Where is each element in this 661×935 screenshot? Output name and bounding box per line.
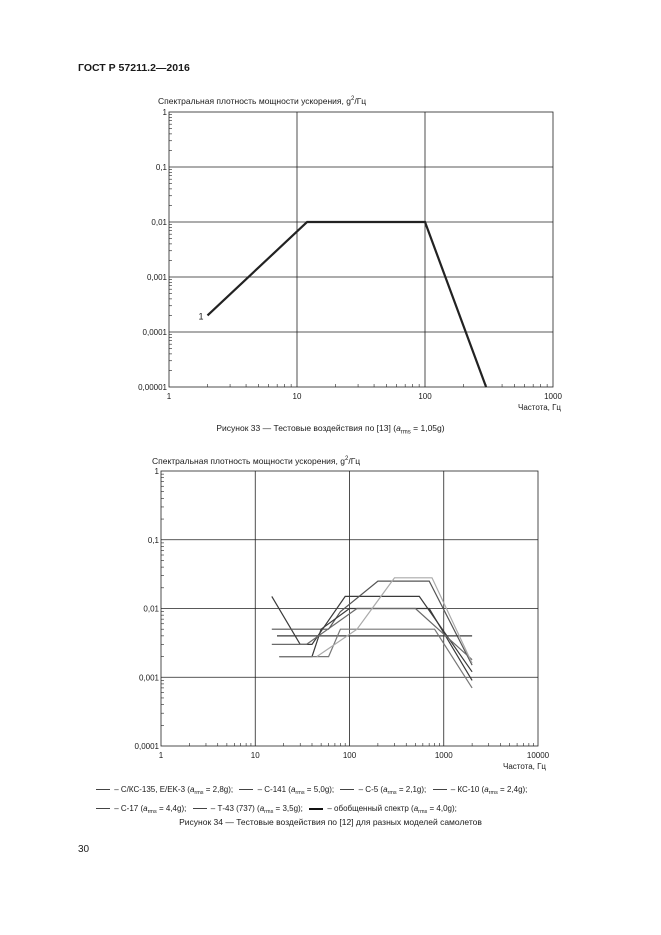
y-tick-label: 0,001 [138, 673, 159, 683]
x-tick-label: 1000 [544, 392, 562, 401]
y-tick-label: 0,1 [147, 535, 159, 545]
fig33-caption-prefix: Рисунок 33 — Тестовые воздействия по [13] ( [216, 423, 397, 433]
legend-swatch [433, 789, 447, 790]
legend-swatch [96, 789, 110, 790]
y-tick-label: 0,0001 [142, 328, 167, 337]
legend-rms: rms [387, 790, 397, 796]
legend-label: – КС-10 ( [448, 785, 485, 794]
x-tick-label: 10 [250, 751, 260, 760]
legend-entry [96, 804, 186, 813]
legend-label: – С-17 ( [112, 804, 144, 813]
fig33-ylabel-text: Спектральная плотность мощности ускорения, g [158, 96, 351, 106]
series-line-6 [279, 629, 472, 688]
x-tick-label: 1000 [434, 751, 453, 760]
fig34-caption: Рисунок 34 — Тестовые воздействия по [12] для разных моделей самолетов [179, 817, 482, 827]
legend-swatch [239, 789, 253, 790]
y-tick-label: 0,0001 [134, 742, 159, 751]
page-header: ГОСТ Р 57211.2—2016 [78, 62, 190, 74]
legend-swatch [96, 808, 110, 809]
legend-value: = 5,0g); [304, 785, 335, 794]
legend-a: a [259, 804, 265, 813]
x-tick-label: 10 [292, 392, 302, 401]
fig34-legend [96, 782, 616, 820]
legend-rms: rms [418, 809, 428, 815]
plot-frame [169, 112, 553, 387]
series-line-7 [317, 578, 472, 663]
x-axis-label: Частота, Гц [517, 403, 561, 412]
plot-frame [161, 471, 538, 746]
y-tick-label: 1 [154, 467, 159, 476]
x-tick-label: 10000 [526, 751, 550, 760]
legend-label: – С-141 ( [255, 785, 291, 794]
fig33-caption-suffix: = 1,05g) [410, 423, 445, 433]
y-tick-label: 0,00001 [138, 383, 167, 392]
legend-entry [433, 785, 528, 794]
legend-label: – Т-43 (737) ( [208, 804, 260, 813]
fig33-caption [0, 423, 661, 436]
fig34-ylabel-unit: /Гц [348, 456, 361, 466]
x-axis-label: Частота, Гц [502, 762, 546, 771]
legend-value: = 4,0g); [427, 804, 457, 813]
y-tick-label: 0,01 [151, 218, 167, 227]
fig33-caption-a: a [396, 423, 401, 433]
y-tick-label: 0,01 [143, 604, 159, 614]
legend-value: = 2,1g); [396, 785, 427, 794]
legend-entry [340, 785, 426, 794]
legend-swatch [309, 808, 323, 810]
legend-label: – С/КС-135, E/EK-3 ( [112, 785, 190, 794]
series-line-1 [208, 222, 487, 387]
fig33-ylabel-sup: 2 [351, 96, 355, 103]
fig33-caption-sub: rms [400, 429, 411, 436]
x-tick-label: 1 [166, 392, 172, 401]
series-line-1 [272, 596, 472, 671]
legend-label: – С-5 ( [356, 785, 384, 794]
legend-entry [309, 804, 457, 813]
legend-value: = 2,4g); [497, 785, 528, 794]
legend-entry [96, 785, 233, 794]
legend-a: a [413, 804, 419, 813]
legend-a: a [290, 785, 296, 794]
legend-a: a [484, 785, 489, 794]
legend-rms: rms [147, 809, 157, 815]
legend-value: = 3,5g); [273, 804, 303, 813]
series-line-4 [279, 609, 472, 681]
legend-swatch [193, 808, 207, 809]
page-number: 30 [78, 844, 90, 855]
fig33-ylabel-unit: /Гц [354, 96, 367, 106]
fig33-ylabel [158, 96, 366, 106]
legend-rms: rms [488, 790, 498, 796]
legend-a: a [143, 804, 148, 813]
x-tick-label: 1 [158, 751, 164, 760]
series-line-2 [272, 581, 472, 665]
legend-a: a [383, 785, 388, 794]
series-line-5 [272, 609, 472, 660]
legend-rms: rms [295, 790, 305, 796]
fig34-ylabel [152, 456, 360, 466]
curve-label: 1 [198, 311, 204, 322]
legend-a: a [189, 785, 195, 794]
y-tick-label: 0,1 [155, 163, 167, 172]
y-tick-label: 0,001 [146, 273, 167, 282]
fig34-ylabel-sup: 2 [345, 456, 349, 463]
legend-label: – обобщенный спектр ( [325, 804, 414, 813]
legend-value: = 4,4g); [156, 804, 187, 813]
y-tick-label: 1 [162, 108, 167, 117]
legend-entry [239, 785, 334, 794]
legend-rms: rms [264, 809, 274, 815]
legend-swatch [340, 789, 354, 790]
x-tick-label: 100 [342, 751, 357, 760]
legend-value: = 2,8g); [203, 785, 234, 794]
x-tick-label: 100 [418, 392, 432, 401]
fig34-ylabel-text: Спектральная плотность мощности ускорения, g [152, 456, 345, 466]
legend-rms: rms [194, 790, 204, 796]
legend-entry [193, 804, 303, 813]
